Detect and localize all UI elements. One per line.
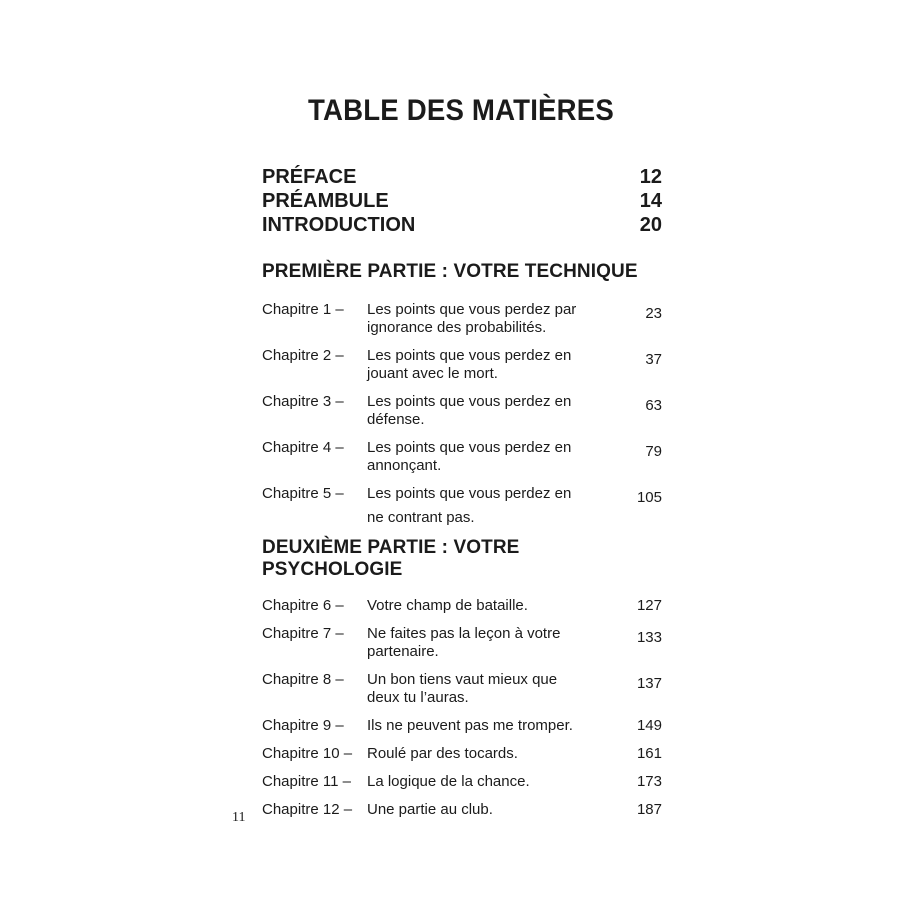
chapter-label: Chapitre 5 –	[262, 485, 344, 502]
chapter-label: Chapitre 8 –	[262, 671, 344, 688]
chapter-page: 37	[645, 351, 662, 368]
chapter-row-1	[262, 301, 662, 337]
entry-label: PRÉFACE	[262, 166, 357, 188]
chapter-label: Chapitre 9 –	[262, 717, 344, 734]
chapter-row-8	[262, 671, 662, 707]
chapter-page: 137	[636, 675, 662, 692]
entry-label: PRÉAMBULE	[262, 190, 389, 212]
toc-entry-preambule	[262, 189, 662, 213]
chapter-title	[367, 671, 612, 707]
chapter-title	[367, 801, 612, 819]
page-number: 11	[232, 810, 246, 825]
chapter-row-2	[262, 347, 662, 383]
chapter-title-line: Les points que vous perdez en	[367, 347, 572, 364]
chapter-label: Chapitre 1 –	[262, 301, 344, 318]
chapter-page: 133	[636, 629, 662, 646]
chapter-title-line: annonçant.	[367, 457, 442, 474]
chapter-title-line: Ils ne peuvent pas me tromper.	[367, 717, 573, 734]
chapter-title	[367, 347, 612, 383]
toc-entry-introduction	[262, 213, 662, 237]
chapter-row-10	[262, 745, 662, 763]
entry-page: 12	[639, 166, 662, 188]
chapter-title	[367, 597, 612, 615]
chapter-page: 149	[636, 717, 662, 734]
chapter-row-12	[262, 801, 662, 819]
chapter-title-line: ignorance des probabilités.	[367, 319, 547, 336]
chapter-row-6	[262, 597, 662, 615]
chapter-title-line: Ne faites pas la leçon à votre	[367, 625, 561, 642]
chapter-label: Chapitre 4 –	[262, 439, 344, 456]
entry-page: 20	[639, 214, 662, 236]
chapter-title-line: partenaire.	[367, 643, 439, 660]
chapter-label: Chapitre 6 –	[262, 597, 344, 614]
chapter-title	[367, 393, 612, 429]
chapter-title	[367, 773, 612, 791]
part-heading-1: PREMIÈRE PARTIE : VOTRE TECHNIQUE	[262, 261, 638, 282]
chapter-title-line: Les points que vous perdez en	[367, 485, 572, 502]
chapter-title	[367, 745, 612, 763]
chapter-row-3	[262, 393, 662, 429]
chapter-page: 105	[636, 489, 662, 506]
chapter-page: 187	[636, 801, 662, 818]
chapter-title-line: jouant avec le mort.	[367, 365, 498, 382]
chapter-title-line: Votre champ de bataille.	[367, 597, 528, 614]
chapter-title-line: deux tu l’auras.	[367, 689, 469, 706]
chapter-page: 79	[645, 443, 662, 460]
chapter-title-line: Une partie au club.	[367, 801, 493, 818]
chapter-title	[367, 625, 612, 661]
chapter-title-line: Les points que vous perdez en	[367, 393, 572, 410]
entry-page: 14	[639, 190, 662, 212]
chapter-label: Chapitre 3 –	[262, 393, 344, 410]
chapter-title	[367, 301, 612, 337]
chapter-row-7	[262, 625, 662, 661]
page-title: TABLE DES MATIÈRES	[308, 94, 614, 127]
chapter-title-line: Roulé par des tocards.	[367, 745, 518, 762]
chapter-page: 127	[636, 597, 662, 614]
chapter-title-line: ne contrant pas.	[367, 509, 475, 526]
chapter-title-line: Les points que vous perdez par	[367, 301, 577, 318]
chapter-label: Chapitre 11 –	[262, 773, 351, 790]
entry-label: INTRODUCTION	[262, 214, 416, 236]
chapter-title-line: Les points que vous perdez en	[367, 439, 572, 456]
chapter-page: 23	[645, 305, 662, 322]
chapter-row-11	[262, 773, 662, 791]
chapter-row-5	[262, 485, 662, 527]
chapter-label: Chapitre 2 –	[262, 347, 344, 364]
chapter-title-line: La logique de la chance.	[367, 773, 530, 790]
table-of-contents	[262, 165, 662, 829]
chapter-title-line: Un bon tiens vaut mieux que	[367, 671, 558, 688]
chapter-row-4	[262, 439, 662, 475]
chapter-title	[367, 439, 612, 475]
chapter-label: Chapitre 12 –	[262, 801, 353, 818]
part-heading-2: DEUXIÈME PARTIE : VOTRE PSYCHOLOGIE	[262, 537, 520, 580]
chapter-page: 63	[645, 397, 662, 414]
chapter-row-9	[262, 717, 662, 735]
chapter-page: 173	[636, 773, 662, 790]
chapter-page: 161	[636, 745, 662, 762]
chapter-label: Chapitre 10 –	[262, 745, 353, 762]
chapter-title-line: défense.	[367, 411, 425, 428]
toc-entry-preface	[262, 165, 662, 189]
chapter-title	[367, 485, 612, 527]
chapter-label: Chapitre 7 –	[262, 625, 344, 642]
chapter-title	[367, 717, 612, 735]
